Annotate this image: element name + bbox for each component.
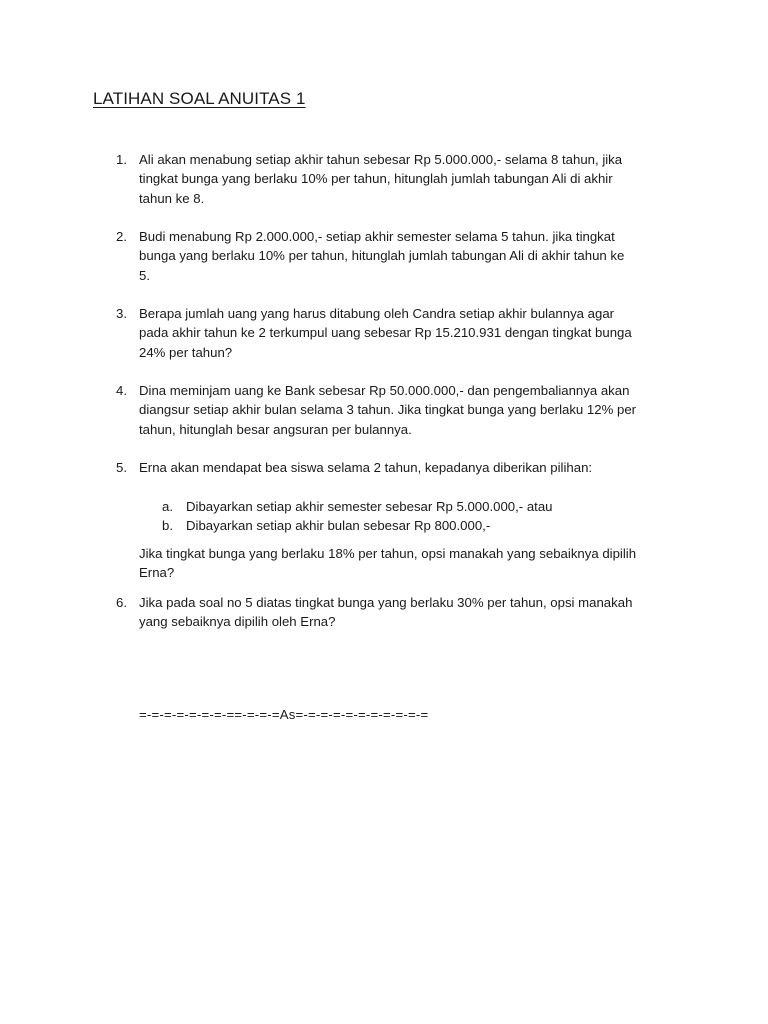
question-number: 5. [116, 460, 127, 475]
question-line: Jika pada soal no 5 diatas tingkat bunga yang berlaku 30% per tahun, opsi manakah [139, 595, 633, 610]
option-letter: b. [162, 518, 173, 533]
end-divider: =-=-=-=-=-=-=-==-=-=-=As=-=-=-=-=-=-=-=-=-=-= [139, 707, 429, 722]
question-text [139, 593, 679, 632]
question-number: 3. [116, 306, 127, 321]
question-text [139, 150, 679, 208]
question-text [139, 458, 679, 477]
question-line: Erna akan mendapat bea siswa selama 2 tahun, kepadanya diberikan pilihan: [139, 460, 593, 475]
question-number: 2. [116, 229, 127, 244]
question-line: 24% per tahun? [139, 344, 233, 360]
question-line: tingkat bunga yang berlaku 10% per tahun, hitunglah jumlah tabungan Ali di akhir [139, 171, 613, 187]
question-text [139, 381, 679, 439]
question-number: 6. [116, 595, 127, 610]
question-line: bunga yang berlaku 10% per tahun, hitunglah jumlah tabungan Ali di akhir tahun ke [139, 248, 625, 264]
question-line: Budi menabung Rp 2.000.000,- setiap akhir semester selama 5 tahun. jika tingkat [139, 229, 615, 244]
question-line: 5. [139, 267, 150, 283]
question-number: 1. [116, 152, 127, 167]
question-line: diangsur setiap akhir bulan selama 3 tahun. Jika tingkat bunga yang berlaku 12% per [139, 402, 637, 418]
question-number: 4. [116, 383, 127, 398]
question-line: pada akhir tahun ke 2 terkumpul uang sebesar Rp 15.210.931 dengan tingkat bunga [139, 325, 632, 341]
question-line: tahun ke 8. [139, 190, 205, 206]
followup-line: Erna? [139, 565, 175, 581]
question-line: tahun, hitunglah besar angsuran per bulannya. [139, 421, 412, 437]
question-line: Dina meminjam uang ke Bank sebesar Rp 50.000.000,- dan pengembaliannya akan [139, 383, 630, 398]
question-line: Berapa jumlah uang yang harus ditabung oleh Candra setiap akhir bulannya agar [139, 306, 615, 321]
question-text [139, 304, 679, 362]
option-letter: a. [162, 499, 173, 514]
question-5-followup [139, 544, 636, 583]
document-title: LATIHAN SOAL ANUITAS 1 [93, 89, 306, 108]
question-text [139, 227, 679, 285]
question-line: yang sebaiknya dipilih oleh Erna? [139, 614, 336, 630]
option-text: Dibayarkan setiap akhir semester sebesar Rp 5.000.000,- atau [186, 499, 553, 514]
question-line: Ali akan menabung setiap akhir tahun sebesar Rp 5.000.000,- selama 8 tahun, jika [139, 152, 623, 167]
followup-line: Jika tingkat bunga yang berlaku 18% per tahun, opsi manakah yang sebaiknya dipilih [139, 546, 637, 561]
option-text: Dibayarkan setiap akhir bulan sebesar Rp 800.000,- [186, 518, 491, 533]
